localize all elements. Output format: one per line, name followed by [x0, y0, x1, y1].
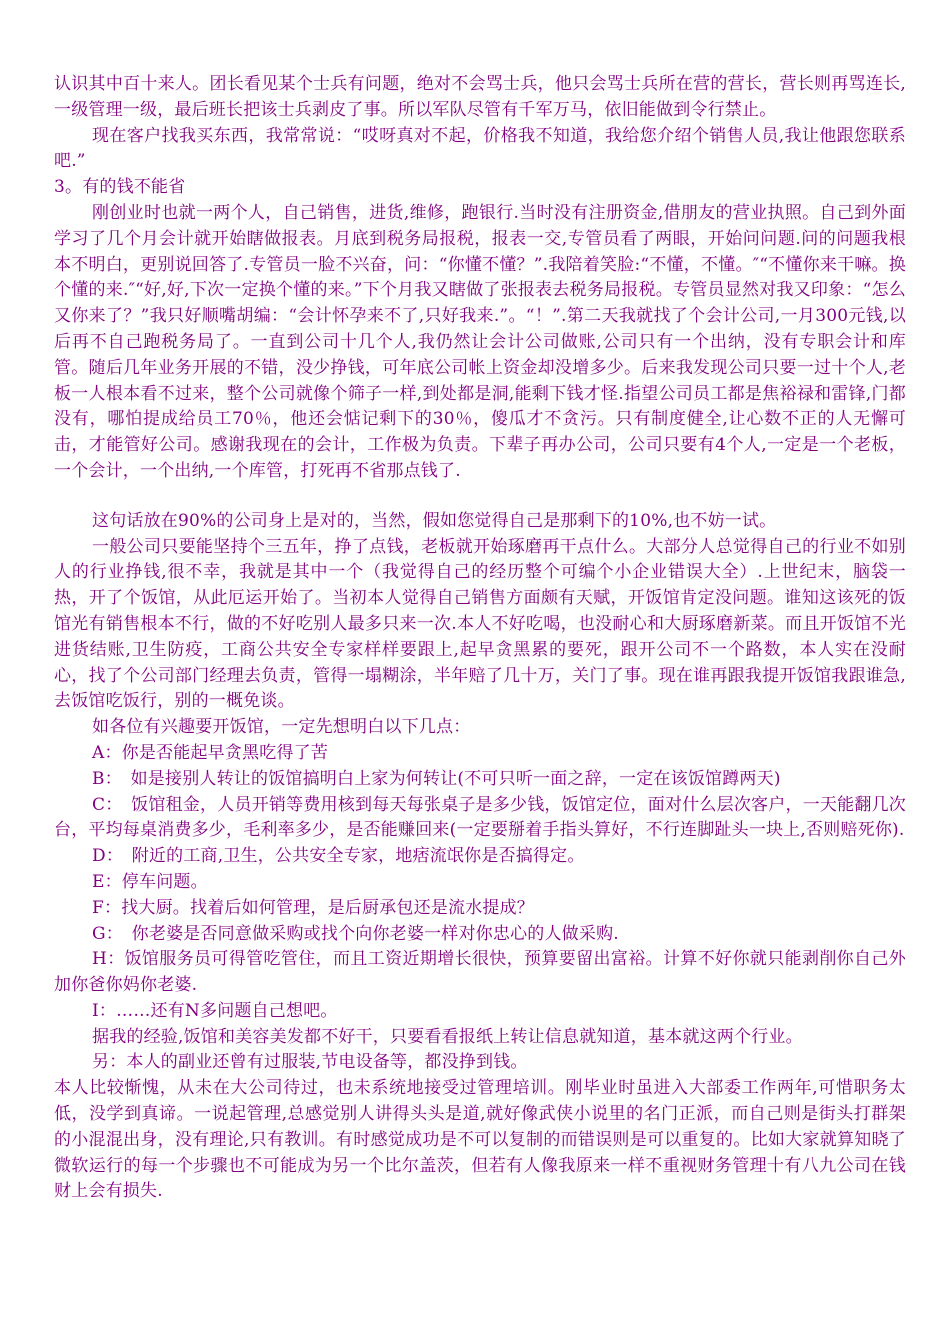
paragraph-customer-reply: 现在客户找我买东西，我常常说：“哎呀真对不起，价格我不知道，我给您介绍个销售人员,我让他跟您联系吧.”: [54, 125, 906, 172]
paragraph-gap: [54, 485, 906, 509]
paragraph-reflection: 本人比较惭愧，从未在大公司待过，也未系统地接受过管理培训。刚毕业时虽进入大部委工作两年,可惜职务太低，没学到真谛。一说起管理,总感觉别人讲得头头是道,就好像武侠小说里的名门正派，而自己则是街头打群架的小混混出身，没有理论,只有教训。有时感觉成功是不可以复制的而错误则是可以重复的。比如大家就算知晓了微软运行的每一个步骤也不可能成为另一个比尔盖茨，但若有人像我原来一样不重视财务管理十有八九公司在钱财上会有损失.: [54, 1078, 906, 1202]
document-body: [54, 72, 906, 1205]
paragraph-military-management: 认识其中百十来人。团长看见某个士兵有问题，绝对不会骂士兵，他只会骂士兵所在营的营长，营长则再骂连长,一级管理一级，最后班长把该士兵剥皮了事。所以军队尽管有千军万马，依旧能做到令行禁止。: [54, 74, 906, 120]
paragraph-experience: 据我的经验,饭馆和美容美发都不好干，只要看看报纸上转让信息就知道，基本就这两个行业。: [92, 1026, 803, 1047]
paragraph-ninety-percent: 这句话放在90%的公司身上是对的，当然，假如您觉得自己是那剩下的10%,也不妨一试。: [92, 510, 777, 531]
section-heading: 3。有的钱不能省: [54, 177, 186, 198]
list-item-h: H：饭馆服务员可得管吃管住，而且工资近期增长很快，预算要留出富裕。计算不好你就只能剥削你自己外加你爸你妈你老婆.: [54, 949, 906, 996]
list-item-d: D： 附近的工商,卫生，公共安全专家，地痞流氓你是否搞得定。: [92, 846, 585, 867]
list-item-f: F：找大厨。找着后如何管理，是后厨承包还是流水提成？: [92, 897, 534, 918]
list-item-i: I：……还有N多问题自己想吧。: [92, 1000, 338, 1021]
list-item-c: C： 饭馆租金，人员开销等费用核到每天每张桌子是多少钱，饭馆定位，面对什么层次客户，一天能翻几次台，平均每桌消费多少，毛利率多少，是否能赚回来(一定要掰着手指头算好，不行连脚趾头一块上,否则赔死你).: [54, 794, 906, 841]
paragraph-restaurant-story: 一般公司只要能坚持个三五年，挣了点钱，老板就开始琢磨再干点什么。大部分人总觉得自己的行业不如别人的行业挣钱,很不幸，我就是其中一个（我觉得自己的经历整个可编个小企业错误大全）.上世纪末，脑袋一热，开了个饭馆，从此厄运开始了。当初本人觉得自己销售方面颇有天赋，开饭馆肯定没问题。谁知这该死的饭馆光有销售根本不行，做的不好吃别人最多只来一次.本人不好吃喝，也没耐心和大厨琢磨新菜。而且开饭馆不光进货结账,卫生防疫，工商公共安全专家样样要跟上,起早贪黑累的要死，跟开公司不一个路数，本人实在没耐心，找了个公司部门经理去负责，管得一塌糊涂，半年赔了几十万，关门了事。现在谁再跟我提开饭馆我跟谁急,去饭馆吃饭行，别的一概免谈。: [54, 536, 906, 712]
list-item-a: A：你是否能起早贪黑吃得了苦: [92, 742, 329, 763]
paragraph-accounting-story: 刚创业时也就一两个人，自己销售，进货,维修，跑银行.当时没有注册资金,借朋友的营业执照。自己到外面学习了几个月会计就开始瞎做报表。月底到税务局报税，报表一交,专管员看了两眼，开始问问题.问的问题我根本不明白，更别说回答了.专管员一脸不兴奋，问：“你懂不懂？”.我陪着笑脸:“不懂，不懂。″“不懂你来干嘛。换个懂的来.″“好,好,下次一定换个懂的来。”下个月我又瞎做了张报表去税务局报税。专管员显然对我又印象：“怎么又你来了？”我只好顺嘴胡编：“会计怀孕来不了,只好我来.”。“！”.第二天我就找了个会计公司,一月300元钱,以后再不自己跑税务局了。一直到公司十几个人,我仍然让会计公司做账,公司只有一个出纳，没有专职会计和库管。随后几年业务开展的不错，没少挣钱，可年底公司帐上资金却没增多少。后来我发现公司只要一过十个人,老板一人根本看不过来，整个公司就像个筛子一样,到处都是洞,能剩下钱才怪.指望公司员工都是焦裕禄和雷锋,门都没有，哪怕提成给员工70％，他还会惦记剩下的30％，傻瓜才不贪污。只有制度健全,让心数不正的人无懈可击，才能管好公司。感谢我现在的会计，工作极为负责。下辈子再办公司，公司只要有4个人,一定是一个老板，一个会计，一个出纳,一个库管，打死再不省那点钱了.: [54, 202, 906, 481]
paragraph-side-business: 另：本人的副业还曾有过服装,节电设备等，都没挣到钱。: [92, 1052, 528, 1073]
paragraph-list-intro: 如各位有兴趣要开饭馆，一定先想明白以下几点：: [92, 717, 471, 738]
list-item-g: G： 你老婆是否同意做采购或找个向你老婆一样对你忠心的人做采购.: [92, 923, 619, 944]
list-item-e: E：停车问题。: [92, 871, 208, 892]
list-item-b: B： 如是接别人转让的饭馆搞明白上家为何转让(不可只听一面之辞，一定在该饭馆蹲两天): [92, 768, 781, 789]
